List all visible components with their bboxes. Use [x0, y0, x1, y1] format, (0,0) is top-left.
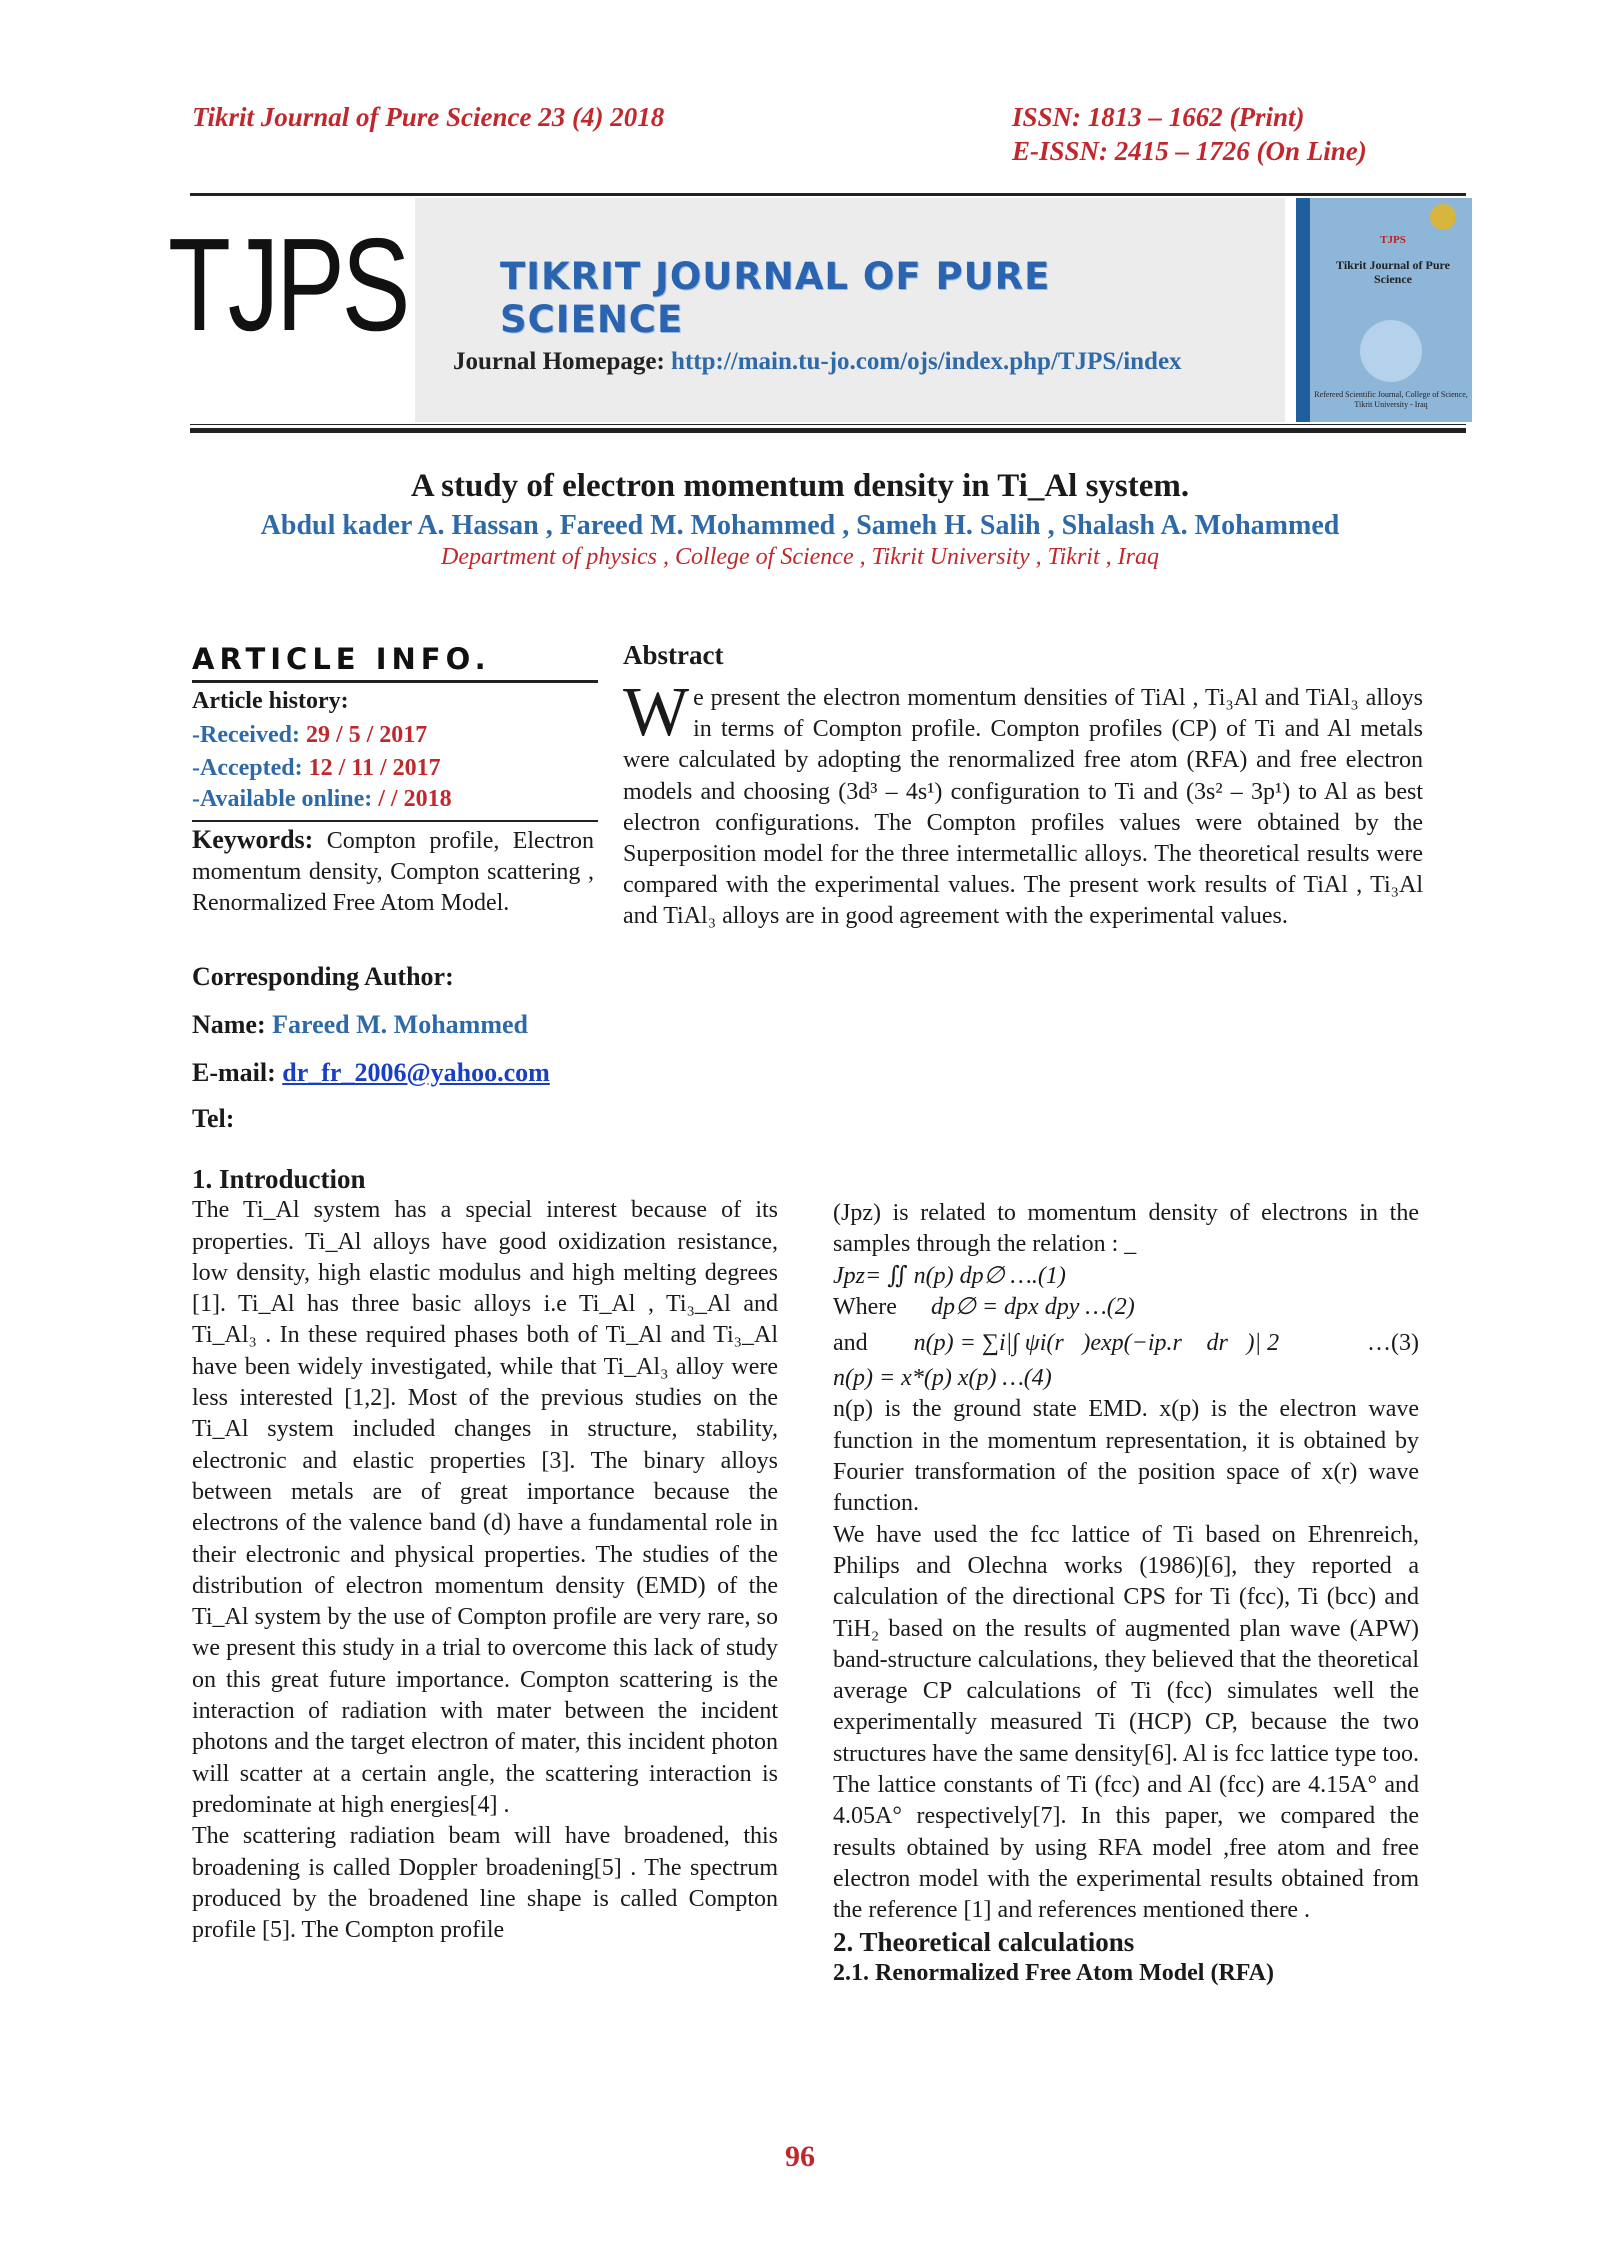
cover-seal-icon	[1360, 320, 1422, 382]
journal-cover-image	[1296, 198, 1472, 422]
author-name-line	[192, 1010, 528, 1040]
accepted-label: -Accepted:	[192, 755, 303, 781]
accepted-date: 12 / 11 / 2017	[308, 755, 441, 781]
article-info-rule-2	[192, 820, 598, 822]
equation-3-number: …(3)	[1367, 1330, 1419, 1357]
email-link[interactable]: dr_fr_2006@yahoo.com	[282, 1058, 550, 1087]
journal-logo: TJPS	[168, 211, 408, 358]
journal-name: TIKRIT JOURNAL OF PURE SCIENCE	[500, 255, 1051, 341]
keywords	[192, 824, 594, 919]
intro-heading: 1. Introduction	[192, 1164, 366, 1194]
received-line	[192, 720, 427, 750]
equation-3: n(p) = ∑i|∫ ψi(r⃗)exp(−ip.r⃗ dr⃗)| 2	[913, 1330, 1280, 1357]
received-label: -Received:	[192, 722, 300, 748]
name-label: Name:	[192, 1010, 266, 1039]
received-date: 29 / 5 / 2017	[305, 722, 428, 748]
available-label: -Available online:	[192, 786, 373, 812]
banner-bottom-rule	[190, 428, 1466, 433]
emblem-icon	[1430, 204, 1456, 230]
paper-affiliation: Department of physics , College of Science , Tikrit University , Tikrit , Iraq	[441, 544, 1159, 570]
where-label: Where	[833, 1293, 897, 1320]
accepted-line	[192, 753, 441, 783]
section-2-heading: 2. Theoretical calculations	[833, 1926, 1135, 1957]
page-number: 96	[785, 2140, 815, 2173]
homepage-link[interactable]: http://main.tu-jo.com/ojs/index.php/TJPS/index	[671, 348, 1182, 375]
equation-2: dp∅ = dpx dpy …(2)	[930, 1293, 1135, 1320]
equation-2-line	[833, 1292, 1419, 1323]
keywords-text: Compton profile, Electron momentum density, Compton scattering , Renormalized Free Atom Model.	[192, 828, 595, 916]
issn-online: E-ISSN: 2415 – 1726 (On Line)	[1012, 136, 1367, 166]
equation-1: Jpz= ∬ n(p) dp∅ ….(1)	[833, 1262, 1066, 1289]
corresponding-label: Corresponding Author:	[192, 962, 454, 991]
abstract-dropcap: W	[623, 674, 690, 751]
intro-column	[192, 1164, 778, 1946]
cover-title: Tikrit Journal of Pure Science	[1336, 258, 1450, 286]
banner-top-rule	[190, 193, 1466, 196]
history-label: Article history:	[192, 688, 349, 714]
relation-paragraph: (Jpz) is related to momentum density of electrons in the samples through the relation : _	[833, 1200, 1419, 1258]
email-line	[192, 1058, 550, 1088]
right-column	[833, 1198, 1419, 1989]
cover-footer: Refereed Scientific Journal, College of Science, Tikrit University - Iraq	[1314, 390, 1468, 409]
emd-paragraph: n(p) is the ground state EMD. x(p) is the electron wave function in the momentum representation, it is obtained by Fourier transformation of the position space of x(r) wave function.	[833, 1396, 1419, 1517]
available-line	[192, 784, 452, 814]
banner-bottom-thin-rule	[190, 424, 1466, 425]
author-name: Fareed M. Mohammed	[272, 1010, 528, 1039]
available-date: / / 2018	[378, 786, 452, 812]
abstract-text: e present the electron momentum densities of TiAl , Ti₃Al and TiAl₃ alloys in terms of Compton profile. Compton profiles (CP) of Ti and Al metals were calculated by adopting the renormalized free atom (RFA) and free electron models and choosing (3d³ – 4s¹) configuration to Ti and (3s² – 3p¹) to Al as best electron configurations. The Compton profiles values were obtained by the Superposition model for the three intermetallic alloys. The theoretical results were compared with the experimental values. The present work results of TiAl , Ti₃Al and TiAl₃ alloys are in good agreement with the experimental values.	[623, 685, 1423, 930]
issn-print: ISSN: 1813 – 1662 (Print)	[1012, 102, 1305, 132]
journal-homepage	[453, 348, 1182, 376]
journal-issue: Tikrit Journal of Pure Science 23 (4) 2018	[192, 102, 665, 132]
paper-authors: Abdul kader A. Hassan , Fareed M. Mohammed , Sameh H. Salih , Shalash A. Mohammed	[260, 510, 1340, 541]
article-info-heading: ARTICLE INFO.	[192, 642, 491, 676]
abstract-body	[623, 674, 1423, 933]
equation-3-line	[833, 1323, 1419, 1363]
keywords-label: Keywords:	[192, 825, 314, 854]
cover-abbrev: TJPS	[1380, 234, 1406, 246]
and-label: and	[833, 1330, 868, 1357]
intro-paragraph-1: The Ti_Al system has a special interest because of its properties. Ti_Al alloys have good oxidization resistance, low density, high elastic modulus and high melting degrees [1]. Ti_Al has three basic alloys i.e Ti_Al , Ti₃_Al and Ti_Al₃ . In these required phases both of Ti_Al and Ti₃_Al have been widely investigated, while that Ti_Al₃ alloy were less interested [1,2]. Most of the previous studies on the Ti_Al system included changes in structure, stability, electronic and elastic properties [3]. The binary alloys between metals are of great importance because the electrons of the valence band (d) have a fundamental role in their electronic and physical properties. The studies of the distribution of electron momentum density (EMD) of the Ti_Al system by the use of Compton profile are very rare, so we present this study in a trial to overcome this lack of study on this great future importance. Compton scattering is the interaction of radiation with mater between the incident photons and the target electron of mater, this incident photon will scatter at a certain angle, the scattering interaction is predominate at high energies[4] .	[192, 1197, 778, 1818]
email-label: E-mail:	[192, 1058, 276, 1087]
intro-paragraph-2: The scattering radiation beam will have broadened, this broadening is called Doppler broadening[5] . The spectrum produced by the broadened line shape is called Compton profile [5]. The Compton profile	[192, 1823, 778, 1944]
equation-4: n(p) = x*(p) x(p) …(4)	[833, 1365, 1052, 1392]
homepage-label: Journal Homepage:	[453, 348, 665, 375]
article-info-rule	[192, 680, 598, 683]
abstract-heading: Abstract	[623, 640, 724, 670]
section-2-1-heading: 2.1. Renormalized Free Atom Model (RFA)	[833, 1959, 1274, 1986]
paper-title: A study of electron momentum density in Ti_Al system.	[410, 468, 1190, 504]
tel-label: Tel:	[192, 1104, 235, 1133]
lattice-paragraph: We have used the fcc lattice of Ti based on Ehrenreich, Philips and Olechna works (1986)[6], they reported a calculation of the directional CPS for Ti (fcc), Ti (bcc) and TiH₂ based on the results of augmented plan wave (APW) band-structure calculations, they believed that the theoretical average CP calculations of Ti (fcc) simulates well the experimentally measured Ti (HCP) CP, because the two structures have the same density[6]. Al is fcc lattice type too. The lattice constants of Ti (fcc) and Al (fcc) are 4.15A° and 4.05A° respectively[7]. In this paper, we compared the results obtained by using RFA model ,free atom and free electron model with the experimental results obtained from the reference [1] and references mentioned there .	[833, 1521, 1419, 1924]
